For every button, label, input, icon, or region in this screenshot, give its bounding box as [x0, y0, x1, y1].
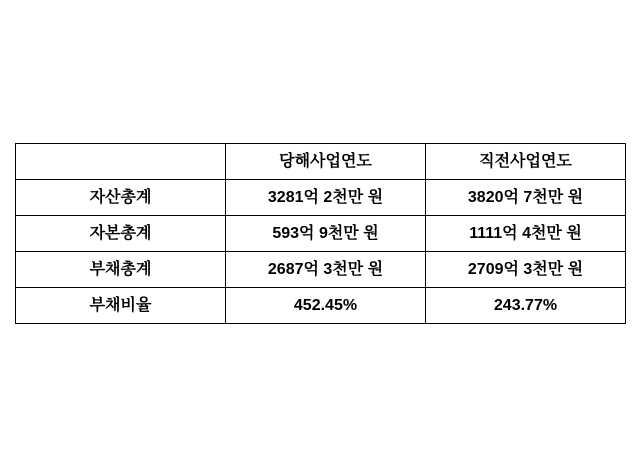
- cell-total-assets-current: 3281억 2천만 원: [226, 180, 426, 216]
- cell-debt-ratio-current: 452.45%: [226, 288, 426, 324]
- column-header-previous-year: 직전사업연도: [426, 144, 626, 180]
- cell-total-equity-previous: 1111억 4천만 원: [426, 216, 626, 252]
- table-row: [16, 288, 626, 324]
- cell-total-liabilities-previous: 2709억 3천만 원: [426, 252, 626, 288]
- row-header-total-assets: 자산총계: [16, 180, 226, 216]
- table-row: [16, 216, 626, 252]
- cell-total-equity-current: 593억 9천만 원: [226, 216, 426, 252]
- table-row: [16, 252, 626, 288]
- financial-summary-table: [15, 143, 626, 324]
- table-corner-cell: [16, 144, 226, 180]
- row-header-debt-ratio: 부채비율: [16, 288, 226, 324]
- table-row: [16, 180, 626, 216]
- cell-total-assets-previous: 3820억 7천만 원: [426, 180, 626, 216]
- financial-summary-table-container: [15, 143, 625, 324]
- cell-total-liabilities-current: 2687억 3천만 원: [226, 252, 426, 288]
- row-header-total-equity: 자본총계: [16, 216, 226, 252]
- column-header-current-year: 당해사업연도: [226, 144, 426, 180]
- row-header-total-liabilities: 부채총계: [16, 252, 226, 288]
- cell-debt-ratio-previous: 243.77%: [426, 288, 626, 324]
- table-header-row: [16, 144, 626, 180]
